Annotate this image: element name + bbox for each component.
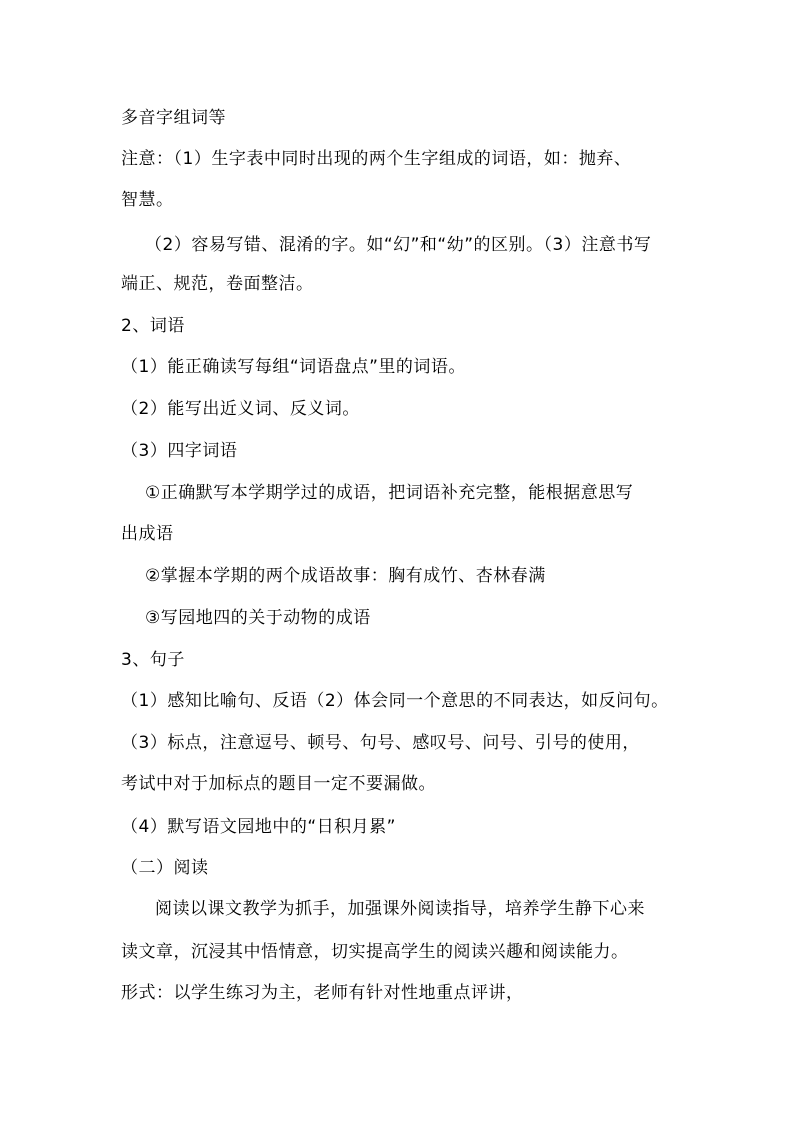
text-line: 考试中对于加标点的题目一定不要漏做。 [121,774,436,794]
text-line: 读文章，沉浸其中悟情意，切实提高学生的阅读兴趣和阅读能力。 [121,942,629,962]
text-line: ①正确默写本学期学过的成语，把词语补充完整，能根据意思写 [145,483,634,503]
text-line: （2）容易写错、混淆的字。如“幻”和“幼”的区别。（3）注意书写 [145,235,652,255]
text-line: 形式：以学生练习为主，老师有针对性地重点评讲， [121,983,524,1003]
text-line: （3）标点，注意逗号、顿号、句号、感叹号、问号、引号的使用， [121,733,640,753]
text-line: （3）四字词语 [121,441,238,461]
text-line: 阅读以课文教学为抓手，加强课外阅读指导，培养学生静下心来 [155,899,645,919]
text-line: 端正、规范，卷面整洁。 [121,274,314,294]
section-heading: 2、词语 [121,316,185,336]
text-line: （4）默写语文园地中的“日积月累” [121,817,396,837]
text-line: ③写园地四的关于动物的成语 [145,608,371,628]
section-heading: （二）阅读 [121,858,209,878]
text-line: 多音字组词等 [121,108,226,128]
text-line: （1）能正确读写每组“词语盘点”里的词语。 [121,357,466,377]
text-line: ②掌握本学期的两个成语故事：胸有成竹、杏林春满 [145,566,546,586]
text-line: 出成语 [121,524,174,544]
section-heading: 3、句子 [121,650,185,670]
text-line: 注意：（1）生字表中同时出现的两个生字组成的词语，如：抛弃、 [121,149,632,169]
text-line: （1）感知比喻句、反语（2）体会同一个意思的不同表达，如反问句。 [121,691,669,711]
text-line: 智慧。 [121,190,174,210]
text-line: （2）能写出近义词、反义词。 [121,399,360,419]
